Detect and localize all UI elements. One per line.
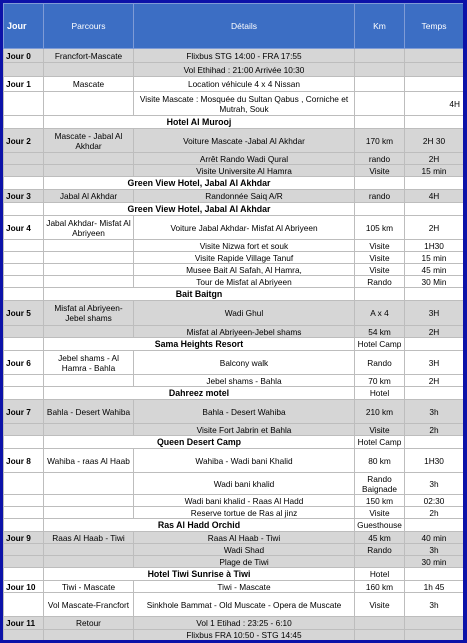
details-cell: Location véhicule 4 x 4 Nissan [134,77,355,92]
day-cell: Jour 1 [4,77,44,92]
table-row [4,129,464,153]
day-cell [4,92,44,116]
temps-cell: 2H [405,326,464,338]
empty-cell [405,436,464,449]
details-cell: Tour de Misfat al Abriyeen [134,276,355,288]
day-cell: Jour 10 [4,581,44,593]
km-cell: rando [355,153,405,165]
temps-cell: 15 min [405,252,464,264]
details-cell: Vol Ethihad : 21:00 Arrivée 10:30 [134,63,355,77]
table-row [4,326,464,338]
table-row [4,63,464,77]
parcours-cell: Bahla - Desert Wahiba [44,400,134,424]
day-cell [4,630,44,641]
empty-cell [405,203,464,216]
parcours-cell [44,544,134,556]
km-cell [355,49,405,63]
details-cell: Reserve tortue de Ras al jinz [134,507,355,519]
day-cell: Jour 8 [4,449,44,473]
parcours-cell [44,240,134,252]
temps-cell: 2H 30 [405,129,464,153]
table-row [4,593,464,617]
km-cell: A x 4 [355,301,405,326]
temps-cell: 30 min [405,556,464,568]
table-row [4,216,464,240]
header-km: Km [355,4,405,49]
km-cell: Visite [355,507,405,519]
temps-cell: 2H [405,375,464,387]
km-cell: Hotel [355,387,405,400]
hotel-row [4,288,464,301]
empty-cell [4,519,44,532]
km-cell [355,203,405,216]
temps-cell [405,630,464,641]
table-row [4,92,464,116]
details-cell: Raas Al Haab - Tiwi [134,532,355,544]
temps-cell: 3h [405,473,464,495]
table-row [4,264,464,276]
details-cell: Visite Rapide Village Tanuf [134,252,355,264]
hotel-row [4,519,464,532]
day-cell [4,153,44,165]
table-row [4,240,464,252]
km-cell: Visite [355,264,405,276]
temps-cell: 45 min [405,264,464,276]
table-row [4,165,464,177]
details-cell: Arrêt Rando Wadi Qural [134,153,355,165]
details-cell: Flixbus STG 14:00 - FRA 17:55 [134,49,355,63]
day-cell: Jour 4 [4,216,44,240]
table-header-row [4,4,464,49]
table-row [4,375,464,387]
hotel-row [4,338,464,351]
km-cell [355,92,405,116]
temps-cell: 2h [405,507,464,519]
details-cell: Vol 1 Etihad : 23:25 - 6:10 [134,617,355,630]
table-row [4,153,464,165]
details-cell: Randonnée Saiq A/R [134,190,355,203]
details-cell: Wadi bani khalid [134,473,355,495]
day-cell: Jour 3 [4,190,44,203]
parcours-cell: Retour [44,617,134,630]
table-row [4,630,464,641]
parcours-cell: Mascate [44,77,134,92]
temps-cell: 2h [405,424,464,436]
hotel-name: Queen Desert Camp [44,436,355,449]
empty-cell [405,116,464,129]
km-cell [355,288,405,301]
header-parcours: Parcours [44,4,134,49]
day-cell: Jour 7 [4,400,44,424]
details-cell: Plage de Tiwi [134,556,355,568]
details-cell: Flixbus FRA 10:50 - STG 14:45 [134,630,355,641]
parcours-cell: Wahiba - raas Al Haab [44,449,134,473]
hotel-name: Dahreez motel [44,387,355,400]
itinerary-frame [3,3,463,640]
km-cell: Visite [355,593,405,617]
day-cell: Jour 0 [4,49,44,63]
empty-cell [405,387,464,400]
details-cell: Wadi Ghul [134,301,355,326]
hotel-row [4,203,464,216]
parcours-cell: Jabal Akhdar- Misfat Al Abriyeen [44,216,134,240]
table-row [4,449,464,473]
empty-cell [4,116,44,129]
details-cell: Wahiba - Wadi bani Khalid [134,449,355,473]
km-cell [355,116,405,129]
parcours-cell [44,252,134,264]
hotel-row [4,436,464,449]
day-cell: Jour 2 [4,129,44,153]
km-cell: Hotel [355,568,405,581]
parcours-cell [44,375,134,387]
parcours-cell: Jebel shams - Al Hamra - Bahla [44,351,134,375]
km-cell: 150 km [355,495,405,507]
parcours-cell [44,630,134,641]
temps-cell: 3H [405,301,464,326]
table-row [4,424,464,436]
parcours-cell [44,153,134,165]
hotel-name: Sama Heights Resort [44,338,355,351]
day-cell: Jour 6 [4,351,44,375]
table-row [4,351,464,375]
table-row [4,532,464,544]
table-row [4,507,464,519]
empty-cell [405,288,464,301]
parcours-cell [44,326,134,338]
details-cell: Visite Universite Al Hamra [134,165,355,177]
details-cell: Voiture Mascate -Jabal Al Akhdar [134,129,355,153]
day-cell [4,252,44,264]
temps-cell [405,617,464,630]
day-cell: Jour 11 [4,617,44,630]
temps-cell: 15 min [405,165,464,177]
temps-cell: 2H [405,216,464,240]
parcours-cell [44,495,134,507]
parcours-cell [44,264,134,276]
day-cell [4,165,44,177]
details-cell: Tiwi - Mascate [134,581,355,593]
day-cell [4,240,44,252]
km-cell: 160 km [355,581,405,593]
empty-cell [4,568,44,581]
km-cell: 105 km [355,216,405,240]
parcours-cell: Tiwi - Mascate [44,581,134,593]
table-row [4,49,464,63]
parcours-cell: Mascate - Jabal Al Akhdar [44,129,134,153]
empty-cell [405,519,464,532]
km-cell: rando [355,190,405,203]
details-cell: Visite Nizwa fort et souk [134,240,355,252]
details-cell: Bahla - Desert Wahiba [134,400,355,424]
details-cell: Wadi Shad [134,544,355,556]
day-cell [4,63,44,77]
temps-cell: 40 min [405,532,464,544]
details-cell: Balcony walk [134,351,355,375]
km-cell: 80 km [355,449,405,473]
table-row [4,276,464,288]
parcours-cell: Francfort-Mascate [44,49,134,63]
table-row [4,544,464,556]
details-cell: Visite Mascate : Mosquée du Sultan Qabus , Corniche et Mutrah, Souk [134,92,355,116]
parcours-cell [44,165,134,177]
empty-cell [405,338,464,351]
km-cell [355,617,405,630]
km-cell: 170 km [355,129,405,153]
km-cell: Hotel Camp [355,338,405,351]
temps-cell: 30 Min [405,276,464,288]
table-row [4,617,464,630]
details-cell: Jebel shams - Bahla [134,375,355,387]
km-cell: Rando [355,276,405,288]
parcours-cell [44,92,134,116]
temps-cell: 1H30 [405,449,464,473]
table-row [4,581,464,593]
km-cell: 45 km [355,532,405,544]
km-cell: Visite [355,165,405,177]
km-cell: 70 km [355,375,405,387]
temps-cell: 1h 45 [405,581,464,593]
hotel-row [4,387,464,400]
table-row [4,473,464,495]
hotel-name: Bait Baitgn [44,288,355,301]
temps-cell: 3h [405,544,464,556]
hotel-name: Hotel Al Murooj [44,116,355,129]
empty-cell [405,568,464,581]
km-cell: 210 km [355,400,405,424]
km-cell: Visite [355,240,405,252]
table-row [4,252,464,264]
day-cell [4,507,44,519]
temps-cell: 3h [405,400,464,424]
empty-cell [4,203,44,216]
table-row [4,301,464,326]
hotel-row [4,177,464,190]
hotel-name: Hotel Tiwi Sunrise à Tiwi [44,568,355,581]
km-cell: Visite [355,252,405,264]
empty-cell [4,436,44,449]
temps-cell: 1H30 [405,240,464,252]
km-cell: Rando [355,544,405,556]
km-cell: Rando Baignade [355,473,405,495]
day-cell [4,424,44,436]
km-cell [355,556,405,568]
details-cell: Musee Bait Al Safah, Al Hamra, [134,264,355,276]
empty-cell [4,177,44,190]
empty-cell [4,288,44,301]
km-cell [355,77,405,92]
details-cell: Visite Fort Jabrin et Bahla [134,424,355,436]
parcours-cell [44,424,134,436]
details-cell: Misfat al Abriyeen-Jebel shams [134,326,355,338]
parcours-cell: Jabal Al Akhdar [44,190,134,203]
day-cell [4,593,44,617]
details-cell: Wadi bani khalid - Raas Al Hadd [134,495,355,507]
temps-cell: 2H [405,153,464,165]
hotel-name: Green View Hotel, Jabal Al Akhdar [44,177,355,190]
day-cell [4,326,44,338]
km-cell [355,63,405,77]
km-cell: Hotel Camp [355,436,405,449]
day-cell: Jour 9 [4,532,44,544]
km-cell [355,630,405,641]
km-cell [355,177,405,190]
temps-cell: 4H [405,92,464,116]
parcours-cell: Raas Al Haab - Tiwi [44,532,134,544]
table-row [4,77,464,92]
day-cell [4,495,44,507]
hotel-name: Ras Al Hadd Orchid [44,519,355,532]
table-row [4,400,464,424]
header-details: Détails [134,4,355,49]
table-row [4,190,464,203]
parcours-cell [44,63,134,77]
temps-cell [405,49,464,63]
km-cell: Guesthouse [355,519,405,532]
hotel-name: Green View Hotel, Jabal Al Akhdar [44,203,355,216]
parcours-cell [44,276,134,288]
day-cell [4,375,44,387]
day-cell [4,276,44,288]
temps-cell [405,63,464,77]
hotel-row [4,116,464,129]
details-cell: Sinkhole Bammat - Old Muscate - Opera de Muscate [134,593,355,617]
temps-cell: 3H [405,351,464,375]
header-jour: Jour [4,4,44,49]
itinerary-table [3,3,463,640]
day-cell: Jour 5 [4,301,44,326]
empty-cell [4,338,44,351]
km-cell: Visite [355,424,405,436]
parcours-cell: Misfat al Abriyeen-Jebel shams [44,301,134,326]
empty-cell [4,387,44,400]
parcours-cell [44,473,134,495]
table-row [4,556,464,568]
header-temps: Temps [405,4,464,49]
day-cell [4,556,44,568]
temps-cell: 02:30 [405,495,464,507]
empty-cell [405,177,464,190]
temps-cell [405,77,464,92]
hotel-row [4,568,464,581]
parcours-cell: Vol Mascate-Francfort [44,593,134,617]
temps-cell: 4H [405,190,464,203]
temps-cell: 3h [405,593,464,617]
table-body [4,49,464,641]
km-cell: 54 km [355,326,405,338]
table-row [4,495,464,507]
day-cell [4,544,44,556]
day-cell [4,473,44,495]
parcours-cell [44,556,134,568]
parcours-cell [44,507,134,519]
km-cell: Rando [355,351,405,375]
day-cell [4,264,44,276]
details-cell: Voiture Jabal Akhdar- Misfat Al Abriyeen [134,216,355,240]
